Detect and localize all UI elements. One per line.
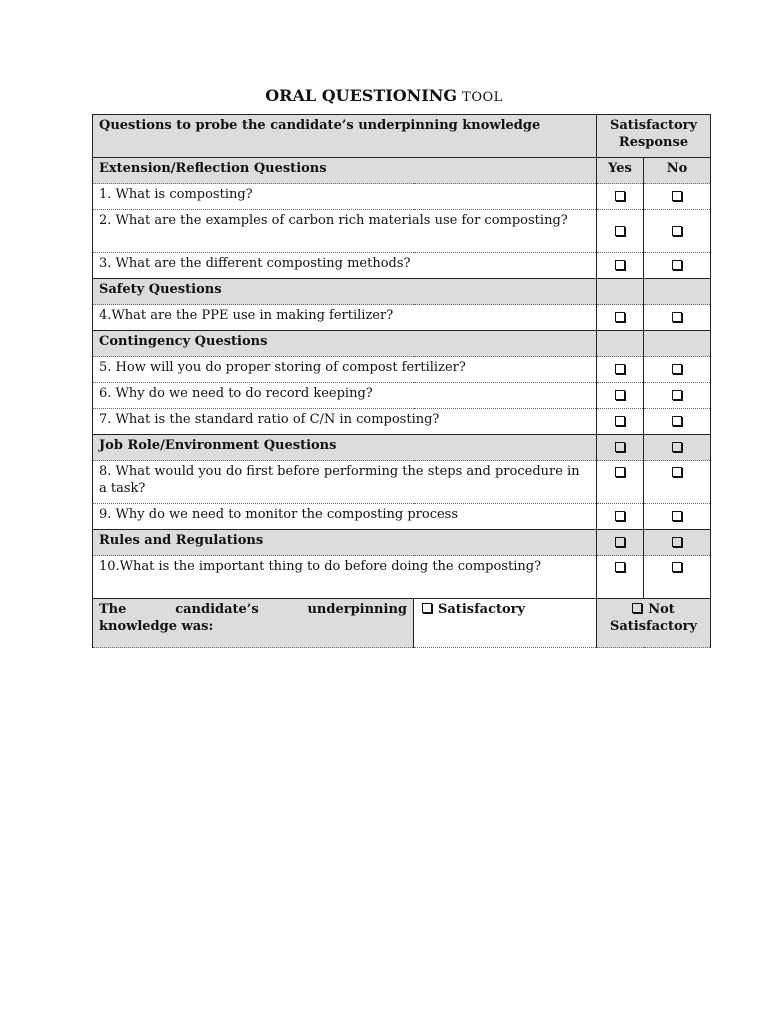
yes-checkbox[interactable] (615, 191, 625, 201)
section-safety: Safety Questions (93, 279, 597, 305)
questions-header: Questions to probe the candidate’s underpinning knowledge (93, 115, 597, 158)
yes-checkbox[interactable] (615, 364, 625, 374)
question-text: 2. What are the examples of carbon rich materials use for composting? (93, 210, 597, 253)
yes-header: Yes (597, 158, 644, 184)
not-satisfactory-checkbox[interactable] (632, 603, 642, 613)
yes-checkbox[interactable] (615, 390, 625, 400)
question-row (93, 357, 711, 383)
not-option-label: Not (648, 602, 675, 617)
question-row (93, 556, 711, 599)
title-bold: ORAL QUESTIONING (265, 86, 458, 105)
no-checkbox[interactable] (672, 226, 682, 236)
no-checkbox[interactable] (672, 260, 682, 270)
no-checkbox[interactable] (672, 562, 682, 572)
section-jobrole: Job Role/Environment Questions (93, 435, 597, 461)
footer-label-line1: The candidate’s underpinning (99, 602, 407, 617)
question-text: 7. What is the standard ratio of C/N in composting? (93, 409, 597, 435)
satisfactory-label: Satisfactory (609, 118, 698, 133)
question-row (93, 409, 711, 435)
question-text: 5. How will you do proper storing of compost fertilizer? (93, 357, 597, 383)
question-row (93, 253, 711, 279)
yes-checkbox[interactable] (615, 442, 625, 452)
footer-label-line2: knowledge was: (99, 619, 214, 634)
no-checkbox[interactable] (672, 442, 682, 452)
document-title (0, 86, 768, 105)
question-row (93, 210, 711, 253)
section-extension: Extension/Reflection Questions (93, 158, 597, 184)
question-row (93, 305, 711, 331)
footer-label (93, 599, 414, 648)
no-checkbox[interactable] (672, 390, 682, 400)
no-checkbox[interactable] (672, 511, 682, 521)
no-header: No (644, 158, 711, 184)
satisfactory-option-label: Satisfactory (438, 602, 526, 617)
question-text: 3. What are the different composting methods? (93, 253, 597, 279)
not-satisfactory-option-label: Satisfactory (609, 619, 698, 634)
yes-checkbox[interactable] (615, 537, 625, 547)
question-text: 8. What would you do first before performing the steps and procedure in a task? (93, 461, 597, 504)
question-row (93, 461, 711, 504)
question-text: 9. Why do we need to monitor the composting process (93, 504, 597, 530)
no-checkbox[interactable] (672, 467, 682, 477)
yes-checkbox[interactable] (615, 416, 625, 426)
question-text: 1. What is composting? (93, 184, 597, 210)
oral-questioning-table (92, 114, 711, 648)
no-checkbox[interactable] (672, 537, 682, 547)
title-light: TOOL (462, 90, 503, 105)
question-text: 6. Why do we need to do record keeping? (93, 383, 597, 409)
satisfactory-response-header (597, 115, 711, 158)
no-checkbox[interactable] (672, 416, 682, 426)
question-text: 10.What is the important thing to do before doing the composting? (93, 556, 597, 599)
question-row (93, 504, 711, 530)
section-rules: Rules and Regulations (93, 530, 597, 556)
footer-not-satisfactory-option[interactable] (597, 599, 711, 648)
no-checkbox[interactable] (672, 364, 682, 374)
satisfactory-checkbox[interactable] (422, 603, 432, 613)
yes-checkbox[interactable] (615, 511, 625, 521)
yes-checkbox[interactable] (615, 467, 625, 477)
footer-satisfactory-option[interactable] (414, 599, 597, 648)
yes-checkbox[interactable] (615, 312, 625, 322)
question-row (93, 383, 711, 409)
section-contingency: Contingency Questions (93, 331, 597, 357)
response-label: Response (618, 135, 689, 150)
yes-checkbox[interactable] (615, 226, 625, 236)
question-row (93, 184, 711, 210)
no-checkbox[interactable] (672, 191, 682, 201)
yes-checkbox[interactable] (615, 562, 625, 572)
yes-checkbox[interactable] (615, 260, 625, 270)
question-text: 4.What are the PPE use in making fertilizer? (93, 305, 597, 331)
no-checkbox[interactable] (672, 312, 682, 322)
